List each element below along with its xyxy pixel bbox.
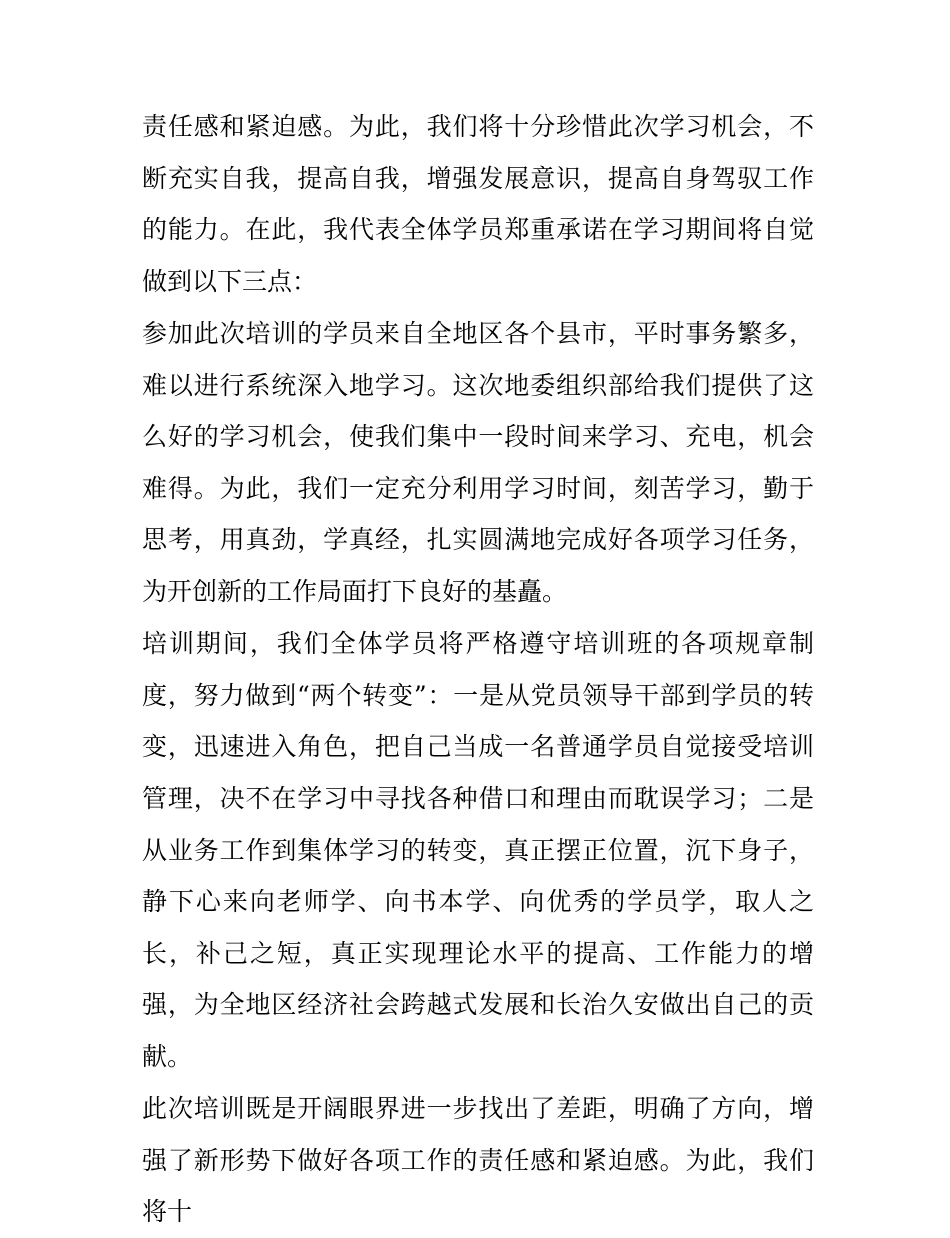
paragraph-1: 责任感和紧迫感。为此，我们将十分珍惜此次学习机会，不断充实自我，提高自我，增强发展意识，提高自身驾驭工作的能力。在此，我代表全体学员郑重承诺在学习期间将自觉做到以下三点： bbox=[142, 112, 814, 296]
paragraph-4: 此次培训既是开阔眼界进一步找出了差距，明确了方向，增强了新形势下做好各项工作的责任感和紧迫感。为此，我们将十 bbox=[142, 1094, 814, 1227]
document-body bbox=[142, 101, 814, 1238]
paragraph-3: 培训期间，我们全体学员将严格遵守培训班的各项规章制度，努力做到“两个转变”：一是从党员领导干部到学员的转变，迅速进入角色，把自己当成一名普通学员自觉接受培训管理，决不在学习中寻找各种借口和理由而耽误学习；二是从业务工作到集体学习的转变，真正摆正位置，沉下身子，静下心来向老师学、向书本学、向优秀的学员学，取人之长，补己之短，真正实现理论水平的提高、工作能力的增强，为全地区经济社会跨越式发展和长治久安做出自己的贡献。 bbox=[142, 629, 814, 1071]
paragraph-2: 参加此次培训的学员来自全地区各个县市，平时事务繁多，难以进行系统深入地学习。这次地委组织部给我们提供了这么好的学习机会，使我们集中一段时间来学习、充电，机会难得。为此，我们一定充分利用学习时间，刻苦学习，勤于思考，用真劲，学真经，扎实圆满地完成好各项学习任务，为开创新的工作局面打下良好的基矗。 bbox=[142, 318, 814, 606]
